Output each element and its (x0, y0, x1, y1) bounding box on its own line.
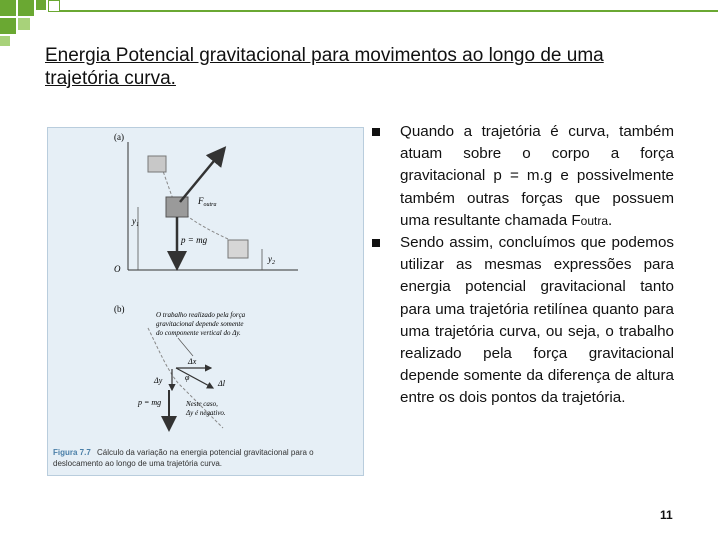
bullet-text: Sendo assim, concluímos que podemos utilizar as mesmas expressões para energia potencial gravitacional tanto para uma trajetória retilínea quanto para uma trajetória curva, ou seja, o trabalho realizado pela força gravitacional depende somente da diferença de altura entre os dois pontos da trajetória. (400, 234, 674, 407)
y1-label: $y_1$ (132, 216, 139, 228)
f-outra-arrow (180, 150, 223, 202)
bullet-item (372, 121, 674, 232)
bullet-tail: . (608, 211, 613, 229)
y2-label: $y_2$ (268, 254, 275, 266)
phi-label: φ (185, 373, 190, 382)
end-block (228, 240, 248, 258)
bullet-item (372, 232, 674, 410)
note-pointer (178, 338, 193, 356)
corner-square (18, 18, 30, 30)
bullet-subscript: outra (580, 213, 609, 228)
caption-line1: Figura 7.7 Cálculo da variação na energia potencial gravitacional para o (53, 448, 314, 457)
dl-label: Δl (218, 379, 225, 388)
panel-a-label: (a) (114, 132, 124, 142)
origin-label: O (114, 264, 121, 274)
bullet-marker-icon (372, 128, 380, 136)
bullet-text: Quando a trajetória é curva, também atuam sobre o corpo a força gravitacional p = m.g e possivelmente também outras forças que possuem uma resultante chamada F (400, 123, 674, 229)
page-number: 11 (660, 508, 673, 522)
corner-square (0, 18, 16, 34)
weight-label: p = mg (181, 235, 208, 245)
corner-square (0, 0, 16, 16)
slide-title: Energia Potencial gravitacional para movimentos ao longo de uma trajetória curva. (45, 45, 604, 89)
corner-square (0, 36, 10, 46)
dl-arrow (176, 368, 213, 388)
title-rule (60, 10, 718, 12)
start-block (148, 156, 166, 172)
moving-block (166, 197, 188, 217)
weight-label-b: p = mg (138, 398, 162, 407)
corner-square (18, 0, 34, 16)
f-outra-label: $F_{outra}$ (198, 196, 217, 208)
figure-drawing (48, 128, 363, 475)
caption-line2: deslocamento ao longo de uma trajetória curva. (53, 459, 222, 468)
corner-square (48, 0, 60, 12)
bullet-marker-icon (372, 239, 380, 247)
bullet-list (372, 121, 674, 410)
panel-b-label: (b) (114, 304, 125, 314)
neste-text: Neste caso, Δy é negativo. (186, 400, 226, 417)
dx-label: Δx (188, 357, 197, 366)
note-text: O trabalho realizado pela força gravitacional depende somente do componente vertical do Δy. (156, 311, 246, 337)
dy-label: Δy (154, 376, 163, 385)
physics-figure (47, 127, 364, 476)
corner-square (36, 0, 46, 10)
